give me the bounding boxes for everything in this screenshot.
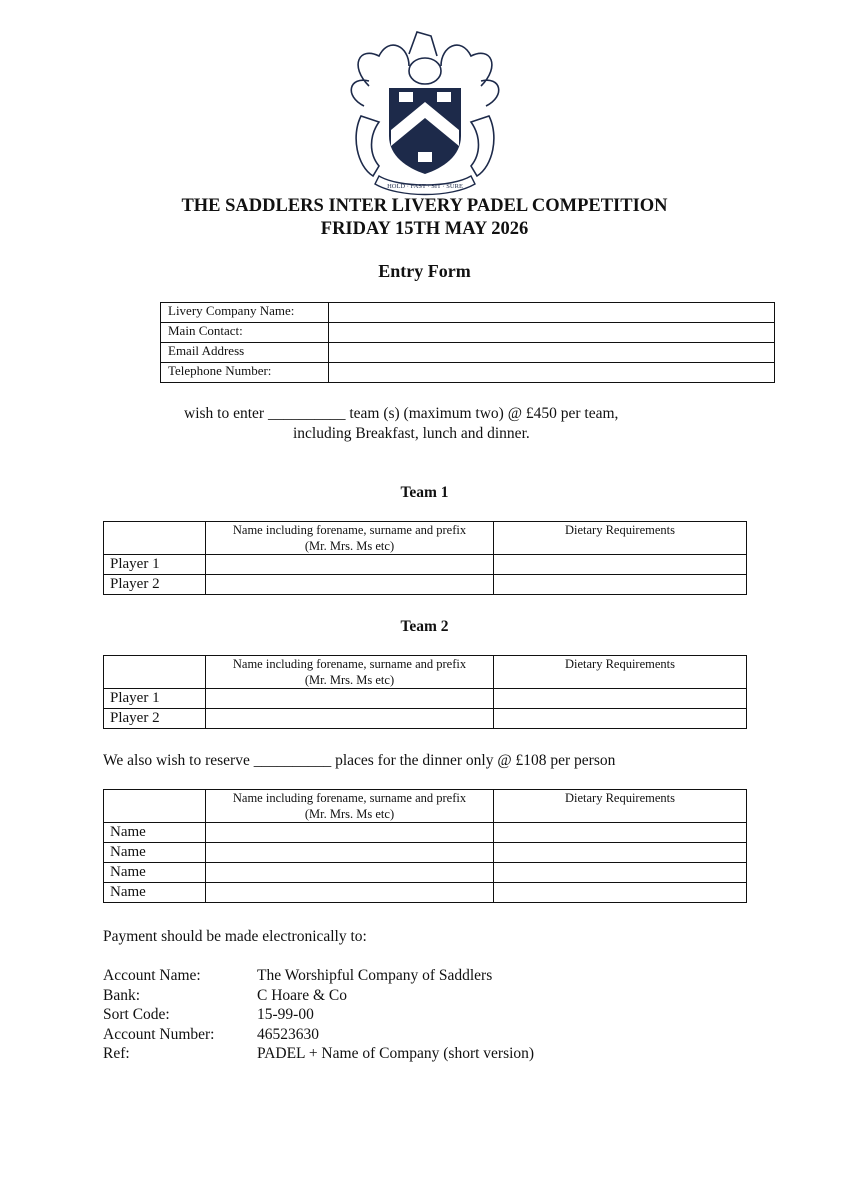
- table-row: [104, 823, 747, 843]
- payment-value: 15-99-00: [257, 1006, 314, 1023]
- table-row: [104, 575, 747, 595]
- guest-name-field[interactable]: [206, 863, 494, 883]
- player-name-field[interactable]: [206, 709, 494, 729]
- row-label: Player 2: [104, 709, 206, 729]
- name-column-header: Name including forename, surname and prefix (Mr. Mrs. Ms etc): [206, 522, 494, 555]
- table-header-row: [104, 656, 747, 689]
- guest-name-field[interactable]: [206, 823, 494, 843]
- dietary-column-header: Dietary Requirements: [494, 790, 747, 823]
- dinner-reservation-text: We also wish to reserve __________ places for the dinner only @ £108 per person: [103, 752, 616, 769]
- table-row: [104, 709, 747, 729]
- payment-key: Account Number:: [103, 1025, 215, 1043]
- player-name-field[interactable]: [206, 689, 494, 709]
- table-row: [104, 843, 747, 863]
- dietary-field[interactable]: [494, 555, 747, 575]
- guest-name-field[interactable]: [206, 843, 494, 863]
- payment-key: Account Name:: [103, 967, 201, 984]
- contact-row: [161, 303, 775, 323]
- payment-value: PADEL + Name of Company (short version): [257, 1045, 535, 1062]
- coat-of-arms-logo: [339, 26, 511, 196]
- payment-key: Ref:: [103, 1045, 130, 1062]
- table-row: [104, 883, 747, 903]
- dietary-field[interactable]: [494, 575, 747, 595]
- payment-value: 46523630: [257, 1025, 319, 1043]
- page-title: THE SADDLERS INTER LIVERY PADEL COMPETITION: [181, 196, 668, 216]
- row-label: Player 1: [104, 555, 206, 575]
- dietary-field[interactable]: [494, 863, 747, 883]
- table-row: [104, 689, 747, 709]
- guest-name-field[interactable]: [206, 883, 494, 903]
- dinner-table: [103, 789, 747, 903]
- row-label: Name: [104, 823, 206, 843]
- team2-heading: Team 2: [400, 618, 449, 635]
- dietary-field[interactable]: [494, 709, 747, 729]
- player-name-field[interactable]: [206, 575, 494, 595]
- dietary-field[interactable]: [494, 823, 747, 843]
- main-contact-field[interactable]: [329, 323, 775, 343]
- payment-intro: Payment should be made electronically to:: [103, 928, 367, 945]
- row-label: Player 1: [104, 689, 206, 709]
- payment-value: The Worshipful Company of Saddlers: [257, 967, 493, 984]
- event-date: FRIDAY 15TH MAY 2026: [320, 219, 529, 239]
- entry-text-line1: wish to enter __________ team (s) (maximum two) @ £450 per team,: [184, 405, 619, 422]
- contact-label: Main Contact:: [161, 323, 329, 343]
- table-row: [104, 863, 747, 883]
- team2-table: [103, 655, 747, 729]
- livery-company-name-field[interactable]: [329, 303, 775, 323]
- dietary-column-header: Dietary Requirements: [494, 522, 747, 555]
- contact-row: [161, 343, 775, 363]
- contact-row: [161, 363, 775, 383]
- dietary-field[interactable]: [494, 883, 747, 903]
- payment-key: Bank:: [103, 986, 141, 1004]
- entry-text-line2: including Breakfast, lunch and dinner.: [293, 425, 530, 442]
- payment-key: Sort Code:: [103, 1006, 170, 1023]
- payment-value: C Hoare & Co: [257, 986, 347, 1004]
- dietary-field[interactable]: [494, 843, 747, 863]
- contact-details-table: [160, 302, 775, 383]
- table-row: [104, 555, 747, 575]
- team1-table: [103, 521, 747, 595]
- form-title: Entry Form: [378, 261, 471, 281]
- row-label: Name: [104, 863, 206, 883]
- dietary-field[interactable]: [494, 689, 747, 709]
- table-header-row: [104, 522, 747, 555]
- contact-label: Telephone Number:: [161, 363, 329, 383]
- player-name-field[interactable]: [206, 555, 494, 575]
- contact-row: [161, 323, 775, 343]
- row-label: Name: [104, 843, 206, 863]
- row-label: Name: [104, 883, 206, 903]
- name-column-header: Name including forename, surname and prefix (Mr. Mrs. Ms etc): [206, 790, 494, 823]
- table-header-row: [104, 790, 747, 823]
- crest-motto: HOLD · FAST · SIT · SURE: [387, 183, 463, 190]
- name-column-header: Name including forename, surname and prefix (Mr. Mrs. Ms etc): [206, 656, 494, 689]
- email-address-field[interactable]: [329, 343, 775, 363]
- contact-label: Livery Company Name:: [161, 303, 329, 323]
- row-label: Player 2: [104, 575, 206, 595]
- dietary-column-header: Dietary Requirements: [494, 656, 747, 689]
- team1-heading: Team 1: [400, 484, 449, 501]
- telephone-number-field[interactable]: [329, 363, 775, 383]
- payment-details: [0, 966, 849, 1066]
- contact-label: Email Address: [161, 343, 329, 363]
